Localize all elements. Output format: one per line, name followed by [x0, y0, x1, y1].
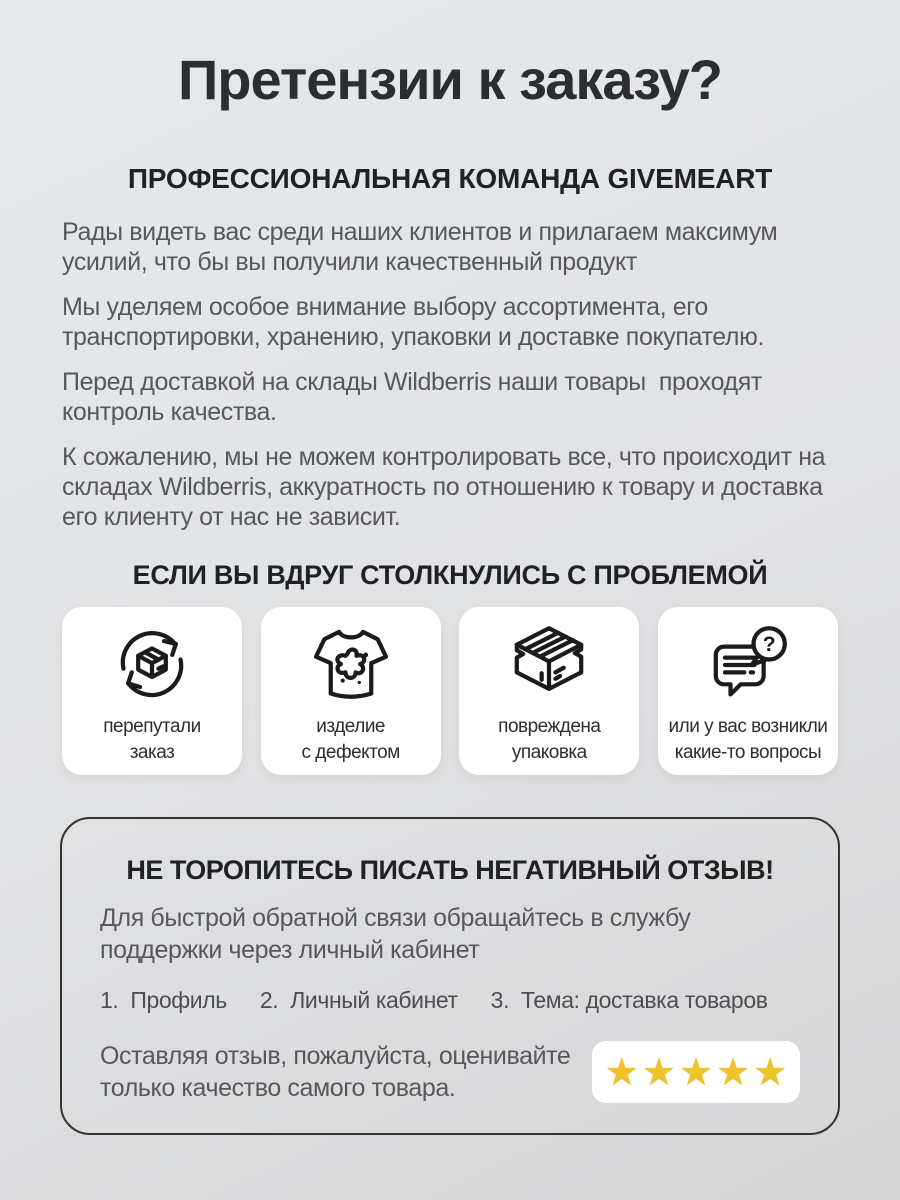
card-label: изделие с дефектом: [301, 716, 400, 763]
intro-paragraph: Мы уделяем особое внимание выбору ассортимента, его транспортировки, хранению, упаковки и доставке покупателю.: [62, 293, 764, 351]
star-icon: ★: [641, 1050, 676, 1094]
card-damaged-packaging: [459, 607, 639, 775]
team-subtitle: ПРОФЕССИОНАЛЬНАЯ КОМАНДА GIVEMEART: [127, 163, 773, 194]
card-label: повреждена упаковка: [498, 716, 601, 763]
card-questions: [658, 607, 838, 775]
chat-question-icon: [702, 619, 794, 711]
review-box-heading: НЕ ТОРОПИТЕСЬ ПИСАТЬ НЕГАТИВНЫЙ ОТЗЫВ!: [126, 855, 774, 885]
card-wrong-order: [62, 607, 242, 775]
tshirt-defect-icon: [305, 619, 397, 711]
five-star-rating: [592, 1041, 800, 1103]
step-profile: 1. Профиль: [100, 987, 227, 1013]
rating-note-row: [100, 1040, 800, 1104]
problems-heading: ЕСЛИ ВЫ ВДРУГ СТОЛКНУЛИСЬ С ПРОБЛЕМОЙ: [132, 560, 768, 590]
damaged-package-icon: [503, 619, 595, 711]
svg-text:?: ?: [762, 633, 776, 657]
star-icon: ★: [604, 1050, 639, 1094]
step-topic: 3. Тема: доставка товаров: [490, 987, 768, 1013]
support-steps: [100, 986, 800, 1014]
review-box-text: Для быстрой обратной связи обращайтесь в службу поддержки через личный кабинет: [100, 904, 698, 964]
step-account: 2. Личный кабинет: [259, 987, 458, 1013]
intro-paragraph: К сожалению, мы не можем контролировать все, что происходит на складах Wildberris, аккуратность по отношению к товару и доставка его клиенту от нас не зависит.: [62, 443, 832, 531]
card-label: перепутали заказ: [103, 716, 201, 763]
problem-cards-row: [62, 607, 838, 775]
card-defective-item: [261, 607, 441, 775]
star-icon: ★: [716, 1050, 751, 1094]
review-advice-box: [60, 817, 840, 1135]
intro-paragraph: Перед доставкой на склады Wildberris наши товары проходят контроль качества.: [62, 368, 769, 426]
star-icon: ★: [753, 1050, 788, 1094]
page-title: Претензии к заказу?: [178, 48, 722, 111]
rating-note: Оставляя отзыв, пожалуйста, оценивайте только качество самого товара.: [100, 1042, 571, 1102]
star-icon: ★: [678, 1050, 714, 1094]
card-label: или у вас возникли какие-то вопросы: [668, 716, 828, 763]
box-return-icon: [106, 619, 198, 711]
intro-paragraphs: [62, 217, 838, 532]
intro-paragraph: Рады видеть вас среди наших клиентов и прилагаем максимум усилий, что бы вы получили качественный продукт: [62, 218, 784, 276]
